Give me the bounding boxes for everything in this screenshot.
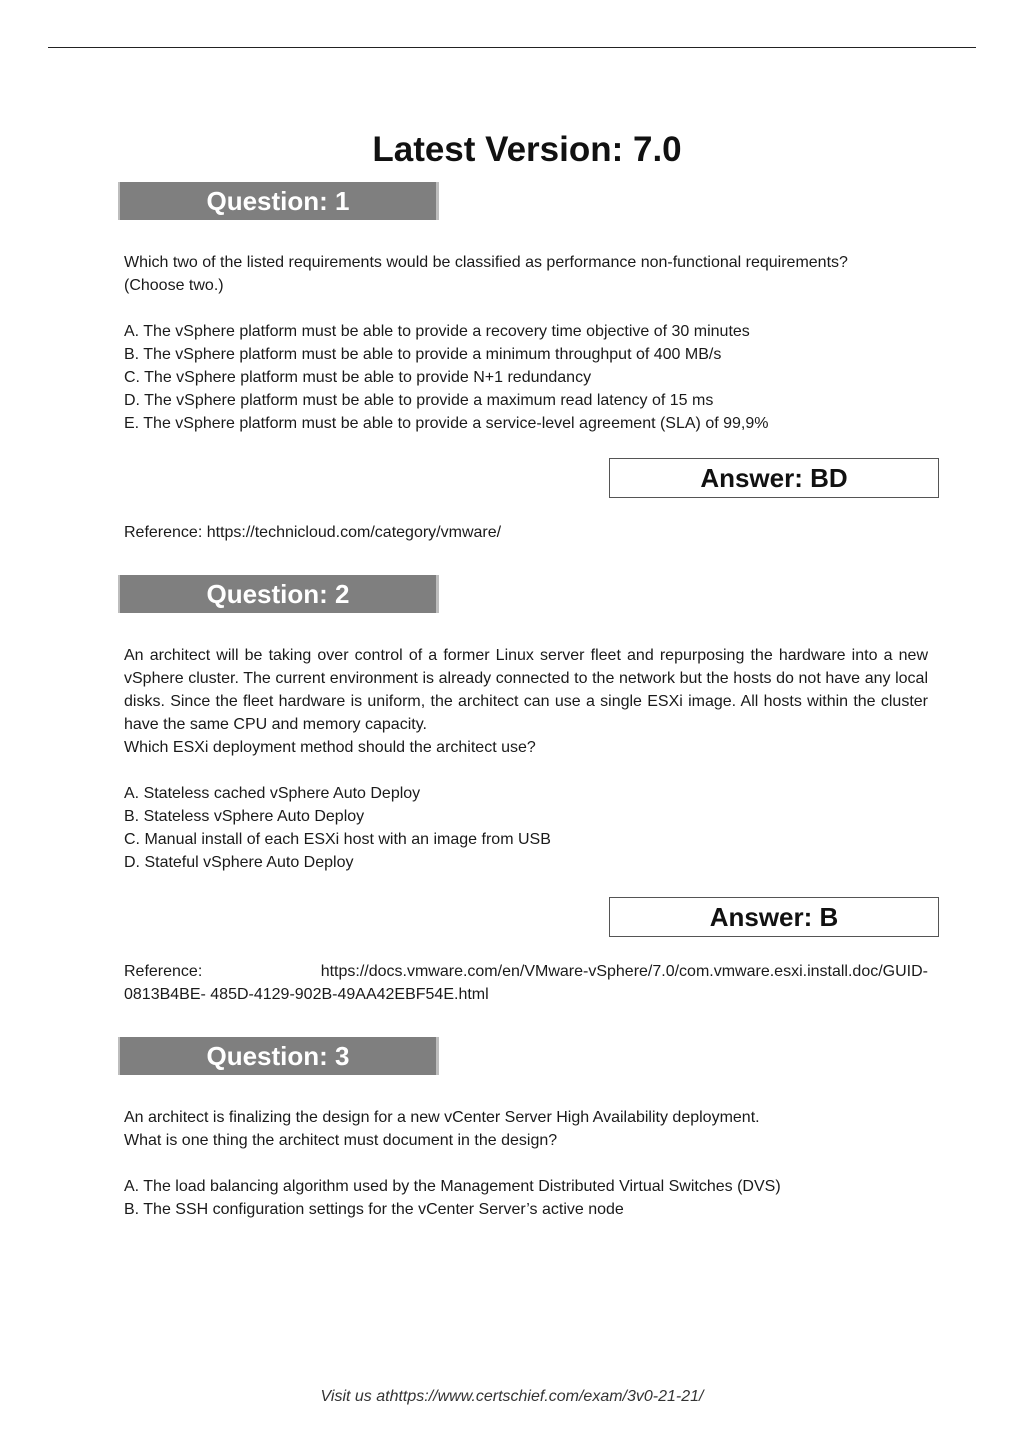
page-footer: Visit us athttps://www.certschief.com/exam/3v0-21-21/ [320,1388,704,1405]
question-1-prompt [124,251,928,297]
question-2-prompt-paragraph: An architect will be taking over control of a former Linux server fleet and repurposing the hardware into a new vSphere cluster. The current environment is already connected to the network but the hosts do not have any local disks. Since the fleet hardware is uniform, the architect can use a single ESXi image. All hosts within the cluster have the same CPU and memory capacity. [124,647,928,733]
question-2-option-d: D. Stateful vSphere Auto Deploy [124,854,354,871]
question-3-options [124,1175,928,1221]
question-3-option-a: A. The load balancing algorithm used by the Management Distributed Virtual Switches (DVS) [124,1178,781,1195]
question-2-reference-url-part-1: https://docs.vmware.com/en/VMware-vSphere/7.0/com.vmware.esxi.install.doc/GUID- [320,963,928,980]
question-3-header: Question: 3 [118,1037,439,1075]
question-2-reference [124,960,928,1006]
question-1-answer: Answer: BD [609,458,939,498]
question-1-option-b: B. The vSphere platform must be able to provide a minimum throughput of 400 MB/s [124,346,722,363]
question-2-options [124,782,928,874]
question-1-option-d: D. The vSphere platform must be able to provide a maximum read latency of 15 ms [124,392,714,409]
question-2-reference-line-1 [124,960,928,983]
question-2-prompt-question: Which ESXi deployment method should the architect use? [124,739,536,756]
question-3-prompt-line-2: What is one thing the architect must document in the design? [124,1132,558,1149]
question-3-prompt-line-1: An architect is finalizing the design for a new vCenter Server High Availability deployment. [124,1109,760,1126]
question-2-prompt [124,644,928,759]
question-1-option-c: C. The vSphere platform must be able to provide N+1 redundancy [124,369,592,386]
question-1-prompt-line-2: (Choose two.) [124,277,224,294]
page-title: Latest Version: 7.0 [372,130,682,169]
question-1-option-e: E. The vSphere platform must be able to provide a service-level agreement (SLA) of 99,9% [124,415,769,432]
question-2-answer: Answer: B [609,897,939,937]
question-2-option-a: A. Stateless cached vSphere Auto Deploy [124,785,421,802]
question-3-option-b: B. The SSH configuration settings for the vCenter Server’s active node [124,1201,624,1218]
question-2-option-c: C. Manual install of each ESXi host with an image from USB [124,831,551,848]
question-2-reference-label: Reference: [124,963,203,980]
question-1-reference: Reference: https://technicloud.com/category/vmware/ [124,524,502,541]
question-2-option-b: B. Stateless vSphere Auto Deploy [124,808,365,825]
question-1-options [124,320,928,435]
question-1-prompt-line-1: Which two of the listed requirements would be classified as performance non-functional requirements? [124,254,848,271]
question-2-header: Question: 2 [118,575,439,613]
top-divider [48,47,976,48]
question-2-reference-url-part-2: 0813B4BE- 485D-4129-902B-49AA42EBF54E.html [124,986,489,1003]
question-1-option-a: A. The vSphere platform must be able to provide a recovery time objective of 30 minutes [124,323,750,340]
question-1-header: Question: 1 [118,182,439,220]
question-3-prompt [124,1106,928,1152]
